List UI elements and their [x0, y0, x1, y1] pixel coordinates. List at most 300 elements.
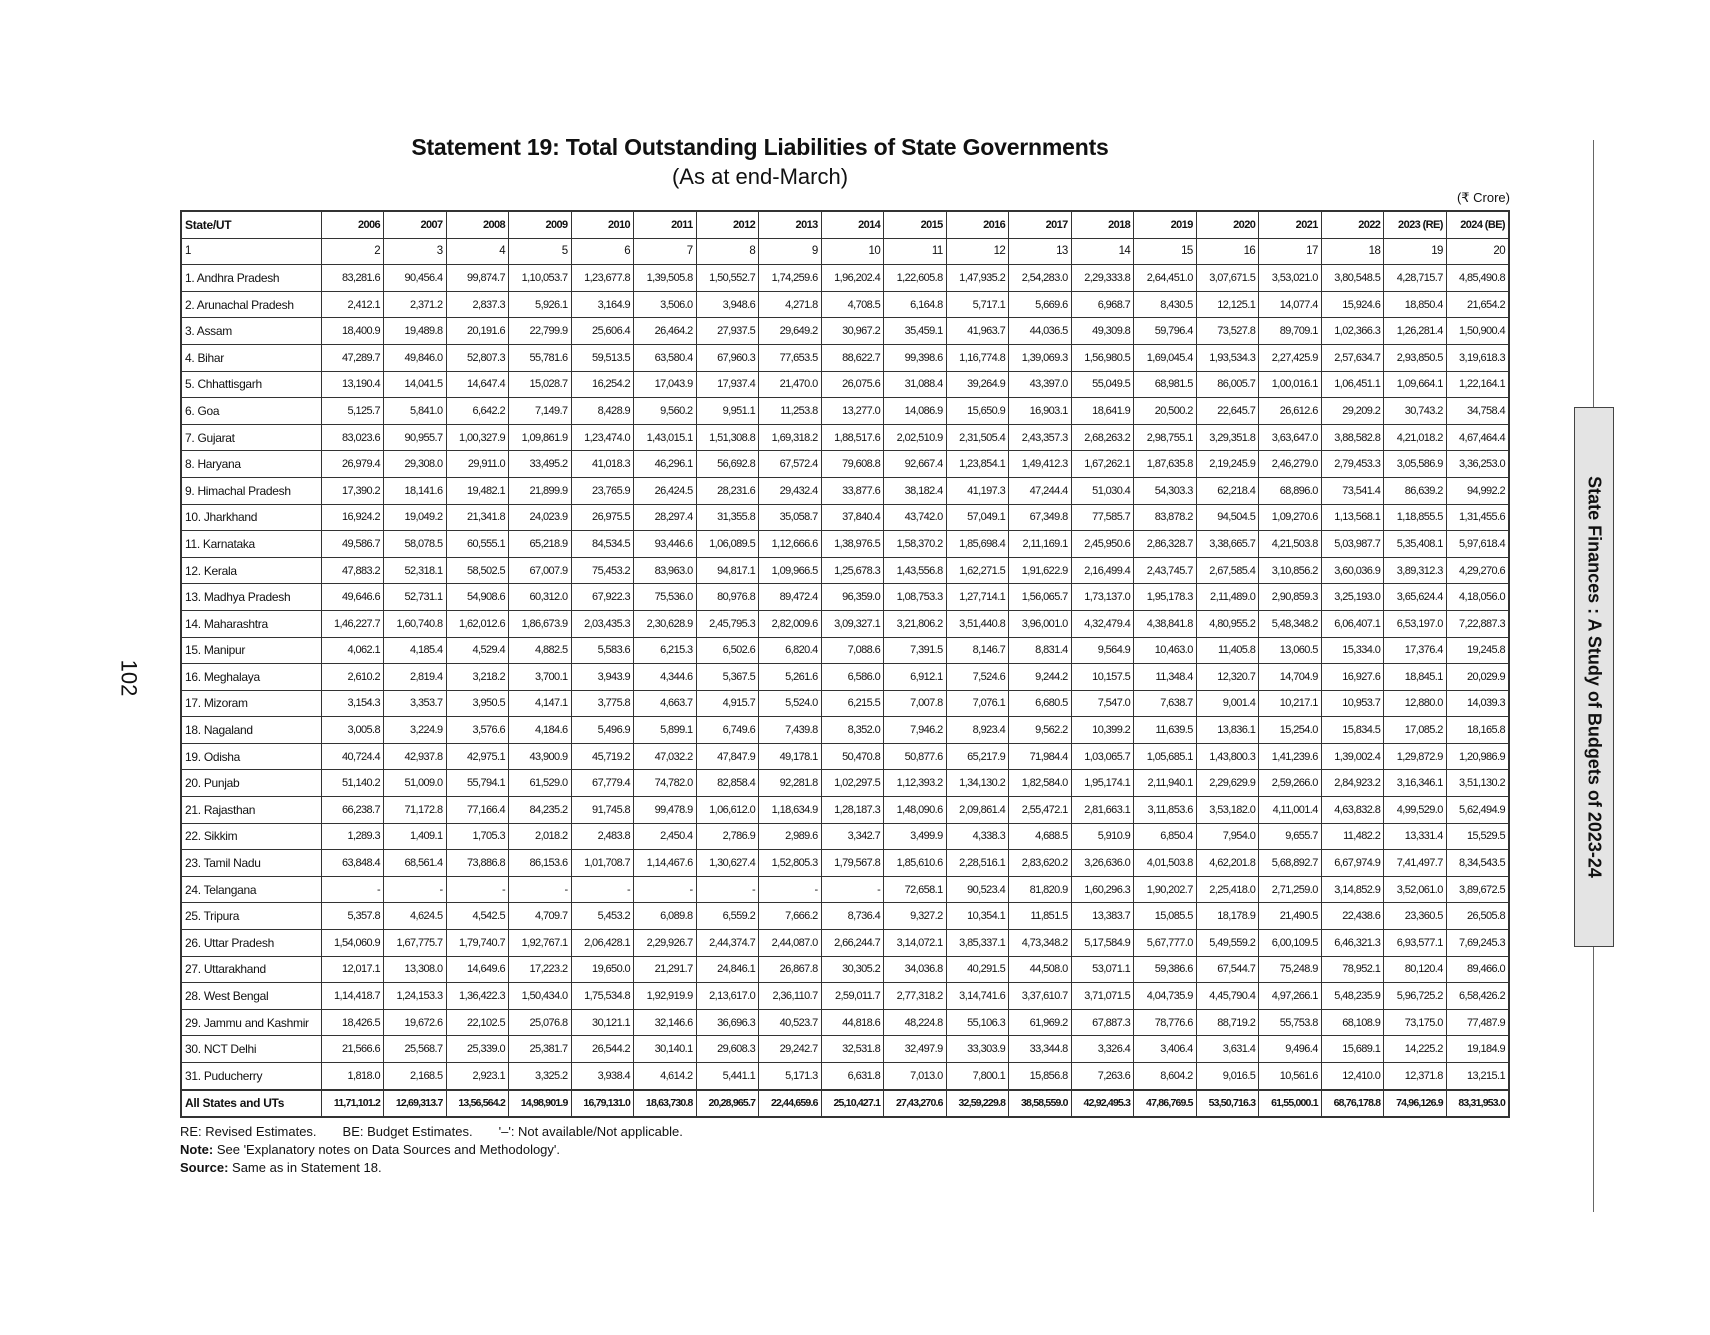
value-cell: 15,924.6	[1321, 291, 1384, 318]
value-cell: 1,95,174.1	[1071, 770, 1134, 797]
value-cell: 4,01,503.8	[1134, 850, 1197, 877]
value-cell: 67,349.8	[1009, 504, 1072, 531]
value-cell: 1,56,065.7	[1009, 584, 1072, 611]
value-cell: 16,254.2	[571, 371, 634, 398]
value-cell: 1,00,016.1	[1259, 371, 1322, 398]
value-cell: 67,922.3	[571, 584, 634, 611]
value-cell: 4,32,479.4	[1071, 610, 1134, 637]
value-cell: 49,846.0	[384, 344, 447, 371]
value-cell: 2,90,859.3	[1259, 584, 1322, 611]
value-cell: 2,168.5	[384, 1063, 447, 1090]
value-cell: 89,466.0	[1446, 956, 1509, 983]
value-cell: 3,09,327.1	[821, 610, 884, 637]
value-cell: 1,13,568.1	[1321, 504, 1384, 531]
value-cell: 34,036.8	[884, 956, 947, 983]
value-cell: 3,506.0	[634, 291, 697, 318]
value-cell: 39,264.9	[946, 371, 1009, 398]
value-cell: 6,850.4	[1134, 823, 1197, 850]
value-cell: 3,60,036.9	[1321, 557, 1384, 584]
value-cell: 6,586.0	[821, 664, 884, 691]
totals-value-cell: 38,58,559.0	[1009, 1090, 1072, 1118]
value-cell: 1,22,605.8	[884, 265, 947, 292]
state-name-cell: 31. Puducherry	[181, 1063, 321, 1090]
value-cell: 35,058.7	[759, 504, 822, 531]
column-header-year: 2020	[1196, 211, 1259, 238]
value-cell: 1,92,767.1	[509, 930, 572, 957]
value-cell: 1,50,434.0	[509, 983, 572, 1010]
value-cell: 2,79,453.3	[1321, 451, 1384, 478]
value-cell: 4,184.6	[509, 717, 572, 744]
state-name-cell: 6. Goa	[181, 398, 321, 425]
totals-value-cell: 22,44,659.6	[759, 1090, 822, 1118]
value-cell: 6,215.5	[821, 690, 884, 717]
value-cell: 1,23,474.0	[571, 424, 634, 451]
value-cell: 2,610.2	[321, 664, 384, 691]
value-cell: 43,742.0	[884, 504, 947, 531]
value-cell: 89,709.1	[1259, 318, 1322, 345]
value-cell: 1,23,854.1	[946, 451, 1009, 478]
value-cell: 6,680.5	[1009, 690, 1072, 717]
value-cell: 11,482.2	[1321, 823, 1384, 850]
value-cell: 16,903.1	[1009, 398, 1072, 425]
column-number: 5	[509, 238, 572, 265]
value-cell: 6,089.8	[634, 903, 697, 930]
value-cell: 1,12,393.2	[884, 770, 947, 797]
value-cell: 68,981.5	[1134, 371, 1197, 398]
value-cell: 15,834.5	[1321, 717, 1384, 744]
value-cell: 25,076.8	[509, 1009, 572, 1036]
re-note: RE: Revised Estimates.	[180, 1124, 317, 1139]
be-note: BE: Budget Estimates.	[342, 1124, 473, 1139]
value-cell: 1,705.3	[446, 823, 509, 850]
value-cell: 13,308.0	[384, 956, 447, 983]
value-cell: 13,836.1	[1196, 717, 1259, 744]
state-name-cell: 7. Gujarat	[181, 424, 321, 451]
value-cell: 3,21,806.2	[884, 610, 947, 637]
value-cell: 2,64,451.0	[1134, 265, 1197, 292]
value-cell: 68,561.4	[384, 850, 447, 877]
value-cell: 4,29,270.6	[1446, 557, 1509, 584]
value-cell: 14,086.9	[884, 398, 947, 425]
value-cell: 3,005.8	[321, 717, 384, 744]
table-row	[181, 265, 1509, 292]
value-cell: 8,34,543.5	[1446, 850, 1509, 877]
value-cell: 1,27,714.1	[946, 584, 1009, 611]
value-cell: 5,97,618.4	[1446, 531, 1509, 558]
value-cell: 7,69,245.3	[1446, 930, 1509, 957]
value-cell: 25,339.0	[446, 1036, 509, 1063]
value-cell: 2,43,357.3	[1009, 424, 1072, 451]
value-cell: 33,303.9	[946, 1036, 1009, 1063]
value-cell: 41,963.7	[946, 318, 1009, 345]
value-cell: 74,782.0	[634, 770, 697, 797]
value-cell: 26,867.8	[759, 956, 822, 983]
page-number: 102	[116, 659, 142, 697]
value-cell: 2,06,428.1	[571, 930, 634, 957]
value-cell: 19,049.2	[384, 504, 447, 531]
value-cell: 6,912.1	[884, 664, 947, 691]
value-cell: 1,43,556.8	[884, 557, 947, 584]
value-cell: 8,146.7	[946, 637, 1009, 664]
totals-value-cell: 61,55,000.1	[1259, 1090, 1322, 1118]
value-cell: 59,386.6	[1134, 956, 1197, 983]
value-cell: 5,49,559.2	[1196, 930, 1259, 957]
table-row	[181, 876, 1509, 903]
table-row	[181, 1009, 1509, 1036]
value-cell: 5,910.9	[1071, 823, 1134, 850]
column-number: 12	[946, 238, 1009, 265]
value-cell: 2,29,333.8	[1071, 265, 1134, 292]
value-cell: 2,371.2	[384, 291, 447, 318]
side-tab	[1574, 407, 1614, 947]
value-cell: 23,765.9	[571, 477, 634, 504]
column-header-year: 2015	[884, 211, 947, 238]
value-cell: 4,147.1	[509, 690, 572, 717]
column-number: 11	[884, 238, 947, 265]
value-cell: 31,355.8	[696, 504, 759, 531]
value-cell: 58,502.5	[446, 557, 509, 584]
table-row	[181, 983, 1509, 1010]
value-cell: 4,04,735.9	[1134, 983, 1197, 1010]
value-cell: 2,11,169.1	[1009, 531, 1072, 558]
value-cell: 15,254.0	[1259, 717, 1322, 744]
totals-value-cell: 20,28,965.7	[696, 1090, 759, 1118]
value-cell: 1,43,800.3	[1196, 743, 1259, 770]
totals-value-cell: 83,31,953.0	[1446, 1090, 1509, 1118]
value-cell: 90,955.7	[384, 424, 447, 451]
value-cell: 1,93,534.3	[1196, 344, 1259, 371]
value-cell: 32,497.9	[884, 1036, 947, 1063]
value-cell: 1,90,202.7	[1134, 876, 1197, 903]
value-cell: 5,48,235.9	[1321, 983, 1384, 1010]
value-cell: 79,608.8	[821, 451, 884, 478]
value-cell: 18,845.1	[1384, 664, 1447, 691]
statement-title: Statement 19: Total Outstanding Liabilities of State Governments	[411, 134, 1109, 160]
value-cell: 1,08,753.3	[884, 584, 947, 611]
table-row	[181, 956, 1509, 983]
value-cell: 1,28,187.3	[821, 797, 884, 824]
value-cell: 90,523.4	[946, 876, 1009, 903]
column-header-year: 2007	[384, 211, 447, 238]
value-cell: 2,29,926.7	[634, 930, 697, 957]
column-header-year: 2008	[446, 211, 509, 238]
value-cell: 1,49,412.3	[1009, 451, 1072, 478]
value-cell: 4,688.5	[1009, 823, 1072, 850]
value-cell: 10,463.0	[1134, 637, 1197, 664]
value-cell: 40,724.4	[321, 743, 384, 770]
value-cell: 9,496.4	[1259, 1036, 1322, 1063]
value-cell: 77,487.9	[1446, 1009, 1509, 1036]
value-cell: 1,09,270.6	[1259, 504, 1322, 531]
value-cell: 77,585.7	[1071, 504, 1134, 531]
value-cell: 1,56,980.5	[1071, 344, 1134, 371]
value-cell: 49,586.7	[321, 531, 384, 558]
table-row	[181, 850, 1509, 877]
value-cell: 88,622.7	[821, 344, 884, 371]
value-cell: 3,26,636.0	[1071, 850, 1134, 877]
value-cell: 4,97,266.1	[1259, 983, 1322, 1010]
totals-value-cell: 42,92,495.3	[1071, 1090, 1134, 1118]
value-cell: 3,05,586.9	[1384, 451, 1447, 478]
value-cell: 2,55,472.1	[1009, 797, 1072, 824]
value-cell: 30,121.1	[571, 1009, 634, 1036]
value-cell: 65,218.9	[509, 531, 572, 558]
column-number: 4	[446, 238, 509, 265]
value-cell: 12,880.0	[1384, 690, 1447, 717]
column-number: 8	[696, 238, 759, 265]
value-cell: 78,952.1	[1321, 956, 1384, 983]
value-cell: 4,344.6	[634, 664, 697, 691]
value-cell: 1,41,239.6	[1259, 743, 1322, 770]
value-cell: 13,215.1	[1446, 1063, 1509, 1090]
table-row	[181, 371, 1509, 398]
state-name-cell: 26. Uttar Pradesh	[181, 930, 321, 957]
value-cell: 8,352.0	[821, 717, 884, 744]
value-cell: 11,851.5	[1009, 903, 1072, 930]
value-cell: 29,242.7	[759, 1036, 822, 1063]
value-cell: 67,007.9	[509, 557, 572, 584]
value-cell: 1,16,774.8	[946, 344, 1009, 371]
value-cell: 1,43,015.1	[634, 424, 697, 451]
column-number: 19	[1384, 238, 1447, 265]
value-cell: 25,606.4	[571, 318, 634, 345]
value-cell: 15,689.1	[1321, 1036, 1384, 1063]
value-cell: 24,023.9	[509, 504, 572, 531]
value-cell: 2,86,328.7	[1134, 531, 1197, 558]
value-cell: 4,38,841.8	[1134, 610, 1197, 637]
value-cell: 12,410.0	[1321, 1063, 1384, 1090]
table-row	[181, 451, 1509, 478]
value-cell: 80,976.8	[696, 584, 759, 611]
value-cell: 2,02,510.9	[884, 424, 947, 451]
value-cell: 42,937.8	[384, 743, 447, 770]
value-cell: 5,261.6	[759, 664, 822, 691]
state-name-cell: 25. Tripura	[181, 903, 321, 930]
value-cell: 44,036.5	[1009, 318, 1072, 345]
value-cell: 18,178.9	[1196, 903, 1259, 930]
state-name-cell: 29. Jammu and Kashmir	[181, 1009, 321, 1036]
value-cell: 3,52,061.0	[1384, 876, 1447, 903]
value-cell: 26,075.6	[821, 371, 884, 398]
value-cell: 11,253.8	[759, 398, 822, 425]
value-cell: 19,650.0	[571, 956, 634, 983]
value-cell: 15,085.5	[1134, 903, 1197, 930]
value-cell: 11,348.4	[1134, 664, 1197, 691]
value-cell: 50,470.8	[821, 743, 884, 770]
value-cell: 2,44,087.0	[759, 930, 822, 957]
value-cell: 56,692.8	[696, 451, 759, 478]
value-cell: 3,943.9	[571, 664, 634, 691]
table-row	[181, 664, 1509, 691]
state-name-cell: 24. Telangana	[181, 876, 321, 903]
totals-value-cell: 47,86,769.5	[1134, 1090, 1197, 1118]
value-cell: 44,818.6	[821, 1009, 884, 1036]
state-name-cell: 15. Manipur	[181, 637, 321, 664]
header-row	[181, 211, 1509, 238]
table-row	[181, 318, 1509, 345]
value-cell: 29,911.0	[446, 451, 509, 478]
value-cell: 14,649.6	[446, 956, 509, 983]
value-cell: 1,91,622.9	[1009, 557, 1072, 584]
value-cell: 3,342.7	[821, 823, 884, 850]
value-cell: 6,215.3	[634, 637, 697, 664]
note-label: Note:	[180, 1142, 214, 1157]
value-cell: 8,604.2	[1134, 1063, 1197, 1090]
value-cell: 2,59,266.0	[1259, 770, 1322, 797]
value-cell: 15,028.7	[509, 371, 572, 398]
state-name-cell: 28. West Bengal	[181, 983, 321, 1010]
value-cell: 7,088.6	[821, 637, 884, 664]
column-number: 6	[571, 238, 634, 265]
value-cell: 2,16,499.4	[1071, 557, 1134, 584]
value-cell: 3,14,072.1	[884, 930, 947, 957]
value-cell: 3,499.9	[884, 823, 947, 850]
value-cell: 20,029.9	[1446, 664, 1509, 691]
value-cell: 61,969.2	[1009, 1009, 1072, 1036]
value-cell: 3,89,672.5	[1446, 876, 1509, 903]
column-number: 3	[384, 238, 447, 265]
value-cell: 6,749.6	[696, 717, 759, 744]
value-cell: 51,140.2	[321, 770, 384, 797]
value-cell: 86,639.2	[1384, 477, 1447, 504]
value-cell: 14,647.4	[446, 371, 509, 398]
column-header-year: 2014	[821, 211, 884, 238]
value-cell: 25,381.7	[509, 1036, 572, 1063]
value-cell: 2,11,489.0	[1196, 584, 1259, 611]
statement-subtitle: (As at end-March)	[671, 164, 849, 189]
value-cell: 4,663.7	[634, 690, 697, 717]
value-cell: 10,561.6	[1259, 1063, 1322, 1090]
value-cell: 13,331.4	[1384, 823, 1447, 850]
value-cell: 35,459.1	[884, 318, 947, 345]
value-cell: 94,504.5	[1196, 504, 1259, 531]
value-cell: 2,11,940.1	[1134, 770, 1197, 797]
value-cell: 10,354.1	[946, 903, 1009, 930]
value-cell: 7,013.0	[884, 1063, 947, 1090]
value-cell: 2,77,318.2	[884, 983, 947, 1010]
table-row	[181, 344, 1509, 371]
value-cell: 6,00,109.5	[1259, 930, 1322, 957]
value-cell: 14,077.4	[1259, 291, 1322, 318]
value-cell: 91,745.8	[571, 797, 634, 824]
value-cell: 43,900.9	[509, 743, 572, 770]
value-cell: 2,450.4	[634, 823, 697, 850]
value-cell: 4,709.7	[509, 903, 572, 930]
value-cell: 2,82,009.6	[759, 610, 822, 637]
value-cell: 30,743.2	[1384, 398, 1447, 425]
value-cell: 3,51,440.8	[946, 610, 1009, 637]
value-cell: 4,708.5	[821, 291, 884, 318]
state-name-cell: 5. Chhattisgarh	[181, 371, 321, 398]
value-cell: 41,197.3	[946, 477, 1009, 504]
value-cell: 7,439.8	[759, 717, 822, 744]
value-cell: 4,11,001.4	[1259, 797, 1322, 824]
value-cell: 2,09,861.4	[946, 797, 1009, 824]
value-cell: 1,25,678.3	[821, 557, 884, 584]
value-cell: 4,271.8	[759, 291, 822, 318]
value-cell: 73,541.4	[1321, 477, 1384, 504]
value-cell: 5,62,494.9	[1446, 797, 1509, 824]
value-cell: 47,847.9	[696, 743, 759, 770]
liabilities-table	[180, 210, 1510, 1118]
value-cell: 52,807.3	[446, 344, 509, 371]
value-cell: 19,184.9	[1446, 1036, 1509, 1063]
state-name-cell: 30. NCT Delhi	[181, 1036, 321, 1063]
value-cell: 21,654.2	[1446, 291, 1509, 318]
value-cell: 18,850.4	[1384, 291, 1447, 318]
value-cell: 2,13,617.0	[696, 983, 759, 1010]
value-cell: 12,320.7	[1196, 664, 1259, 691]
value-cell: 4,99,529.0	[1384, 797, 1447, 824]
value-cell: 2,71,259.0	[1259, 876, 1322, 903]
value-cell: 43,397.0	[1009, 371, 1072, 398]
value-cell: 1,88,517.6	[821, 424, 884, 451]
value-cell: 1,67,775.7	[384, 930, 447, 957]
value-cell: 26,464.2	[634, 318, 697, 345]
value-cell: 2,25,418.0	[1196, 876, 1259, 903]
value-cell: 3,16,346.1	[1384, 770, 1447, 797]
value-cell: 18,165.8	[1446, 717, 1509, 744]
value-cell: 24,846.1	[696, 956, 759, 983]
value-cell: 3,25,193.0	[1321, 584, 1384, 611]
value-cell: 1,30,627.4	[696, 850, 759, 877]
value-cell: 7,638.7	[1134, 690, 1197, 717]
value-cell: 26,612.6	[1259, 398, 1322, 425]
column-header-year: 2024 (BE)	[1446, 211, 1509, 238]
value-cell: 99,478.9	[634, 797, 697, 824]
totals-value-cell: 32,59,229.8	[946, 1090, 1009, 1118]
table-row	[181, 398, 1509, 425]
value-cell: 21,899.9	[509, 477, 572, 504]
value-cell: 8,736.4	[821, 903, 884, 930]
value-cell: 30,140.1	[634, 1036, 697, 1063]
column-number: 2	[321, 238, 384, 265]
value-cell: 2,43,745.7	[1134, 557, 1197, 584]
column-number: 17	[1259, 238, 1322, 265]
value-cell: 4,882.5	[509, 637, 572, 664]
value-cell: 26,975.5	[571, 504, 634, 531]
value-cell: 67,572.4	[759, 451, 822, 478]
value-cell: 19,672.6	[384, 1009, 447, 1036]
value-cell: 5,717.1	[946, 291, 1009, 318]
value-cell: 14,039.3	[1446, 690, 1509, 717]
value-cell: 1,86,673.9	[509, 610, 572, 637]
value-cell: 4,542.5	[446, 903, 509, 930]
value-cell: 3,11,853.6	[1134, 797, 1197, 824]
value-cell: 53,071.1	[1071, 956, 1134, 983]
value-cell: 67,779.4	[571, 770, 634, 797]
value-cell: 1,14,467.6	[634, 850, 697, 877]
value-cell: 1,52,805.3	[759, 850, 822, 877]
value-cell: 1,92,919.9	[634, 983, 697, 1010]
value-cell: 9,244.2	[1009, 664, 1072, 691]
column-header-year: 2022	[1321, 211, 1384, 238]
state-name-cell: 2. Arunachal Pradesh	[181, 291, 321, 318]
value-cell: 6,164.8	[884, 291, 947, 318]
table-row	[181, 477, 1509, 504]
value-cell: 10,157.5	[1071, 664, 1134, 691]
column-header-year: 2012	[696, 211, 759, 238]
value-cell: 16,927.6	[1321, 664, 1384, 691]
table-row	[181, 930, 1509, 957]
value-cell: 5,357.8	[321, 903, 384, 930]
table-row	[181, 637, 1509, 664]
value-cell: 90,456.4	[384, 265, 447, 292]
column-header-year: 2013	[759, 211, 822, 238]
column-header-year: 2011	[634, 211, 697, 238]
value-cell: 1,02,297.5	[821, 770, 884, 797]
value-cell: 92,667.4	[884, 451, 947, 478]
